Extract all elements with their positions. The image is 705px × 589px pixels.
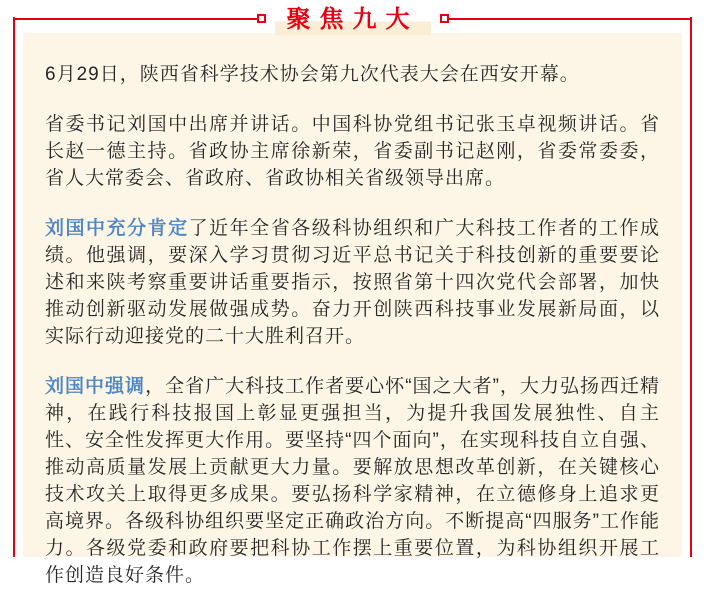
header-square-right-icon xyxy=(440,14,449,23)
article-paragraph xyxy=(45,215,660,350)
article-paragraph xyxy=(45,111,660,192)
article-body xyxy=(23,33,682,586)
paragraph-text: 省委书记刘国中出席并讲话。中国科协党组书记张玉卓视频讲话。省长赵一德主持。省政协主席徐新荣，省委副书记赵刚，省委常委委，省人大常委会、省政府、省政协相关省级领导出席。 xyxy=(45,114,660,189)
speaker-emphasis: 刘国中强调 xyxy=(45,376,146,397)
section-header xyxy=(13,5,692,32)
article-paragraph xyxy=(45,61,660,88)
section-title: 聚焦九大 xyxy=(275,7,431,35)
header-rule-left xyxy=(13,18,257,20)
paragraph-text: 了近年全省各级科协组织和广大科技工作者的工作成绩。他强调，要深入学习贯彻习近平总书记关于科技创新的重要要论述和来陕考察重要讲话重要指示，按照省第十四次党代会部署，加快推动创新驱动发展做强成势。奋力开创陕西科技事业发展新局面，以实际行动迎接党的二十大胜利召开。 xyxy=(45,218,660,347)
paragraph-text: ，全省广大科技工作者要心怀“国之大者”，大力弘扬西迁精神，在践行科技报国上彰显更强担当，为提升我国发展独性、自主性、安全性发挥更大作用。要坚持“四个面向”，在实现科技自立自强、推动高质量发展上贡献更大力量。要解放思想改革创新，在关键核心技术攻关上取得更多成果。要弘扬科学家精神，在立德修身上追求更高境界。各级科协组织要坚定正确政治方向。不断提高“四服务”工作能力。各级党委和政府要把科协工作摆上重要位置，为科协组织开展工作创造良好条件。 xyxy=(45,376,660,586)
speaker-emphasis: 刘国中充分肯定 xyxy=(45,218,189,239)
frame-border-left xyxy=(13,17,15,557)
frame-border-right xyxy=(690,17,692,557)
header-rule-right xyxy=(449,18,693,20)
header-square-left-icon xyxy=(257,14,266,23)
paragraph-text: 6月29日，陕西省科学技术协会第九次代表大会在西安开幕。 xyxy=(45,64,580,85)
